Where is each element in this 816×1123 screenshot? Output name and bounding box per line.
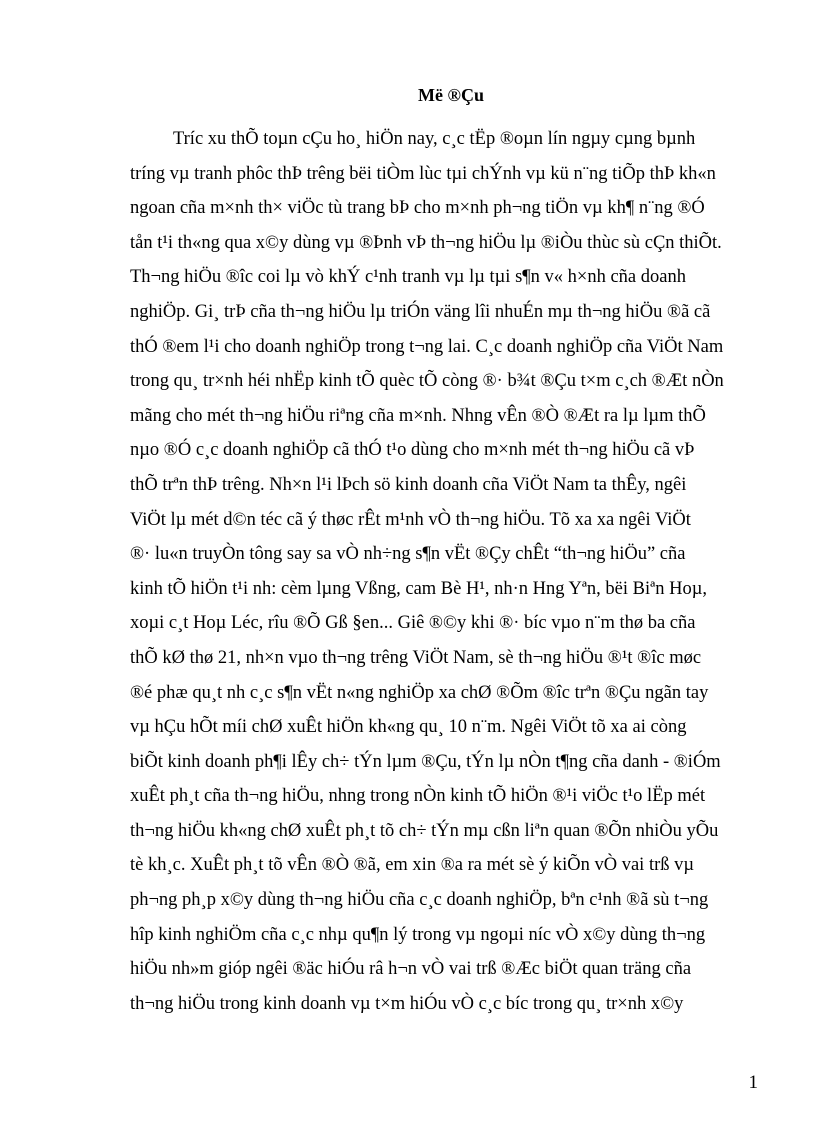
text-line: trong qu¸ tr×nh héi nhËp kinh tÕ quèc tÕ còng ®· b¾t ®Çu t×m c¸ch ®Æt nÒn xyxy=(130,371,724,392)
page-number: 1 xyxy=(748,1072,758,1093)
text-line: thÕ kØ thø 21, nh×n vµo th¬ng trêng ViÖt Nam, sè th¬ng hiÖu ®¹t ®îc møc xyxy=(130,647,702,668)
text-line: ViÖt lµ mét d©n téc cã ý thøc rÊt m¹nh vÒ th¬ng hiÖu. Tõ xa xa ngêi ViÖt xyxy=(130,509,691,530)
text-line: Th¬ng hiÖu ®îc coi lµ vò khÝ c¹nh tranh vµ lµ tµi s¶n v« h×nh cña doanh xyxy=(130,267,686,288)
text-line: kinh tÕ hiÖn t¹i nh: cèm lµng Vßng, cam Bè H¹, nh·n Hng Yªn, bëi Biªn Hoµ, xyxy=(130,578,708,599)
text-line: vµ hÇu hÕt míi chØ xuÊt hiÖn kh«ng qu¸ 10 n¨m. Ngêi ViÖt tõ xa ai còng xyxy=(130,717,687,738)
text-line: xuÊt ph¸t cña th¬ng hiÖu, nhng trong nÒn kinh tÕ hiÖn ®¹i viÖc t¹o lËp mét xyxy=(130,786,706,807)
text-line: ph¬ng ph¸p x©y dùng th¬ng hiÖu cña c¸c doanh nghiÖp, bªn c¹nh ®ã sù t¬ng xyxy=(130,890,709,911)
text-line: thÓ ®em l¹i cho doanh nghiÖp trong t¬ng lai. C¸c doanh nghiÖp cña ViÖt Nam xyxy=(130,336,724,357)
text-line: mãng cho mét th¬ng hiÖu riªng cña m×nh. Nhng vÊn ®Ò ®Æt ra lµ lµm thÕ xyxy=(130,405,706,426)
text-line: ®· lu«n truyÒn tông say sa vÒ nh÷ng s¶n vËt ®Çy chÊt “th¬ng hiÖu” cña xyxy=(130,544,686,565)
text-line: thÕ trªn thÞ trêng. Nh×n l¹i lÞch sö kinh doanh cña ViÖt Nam ta thÊy, ngêi xyxy=(130,474,687,495)
text-line: ®é phæ qu¸t nh c¸c s¶n vËt n«ng nghiÖp xa chØ ®Õm ®îc trªn ®Çu ngãn tay xyxy=(130,682,709,703)
text-line: Tríc xu thÕ toµn cÇu ho¸ hiÖn nay, c¸c tËp ®oµn lín ngµy cµng bµnh xyxy=(173,129,696,149)
text-line: biÕt kinh doanh ph¶i lÊy ch÷ tÝn lµm ®Çu, tÝn lµ nÒn t¶ng cña danh - ®iÓm xyxy=(130,751,721,772)
text-line: ngoan cña m×nh th× viÖc tù trang bÞ cho m×nh ph¬ng tiÖn vµ kh¶ n¨ng ®Ó xyxy=(130,198,705,219)
text-line: th¬ng hiÖu trong kinh doanh vµ t×m hiÓu vÒ c¸c bíc trong qu¸ tr×nh x©y xyxy=(130,993,684,1014)
text-line: tè kh¸c. XuÊt ph¸t tõ vÊn ®Ò ®ã, em xin ®a ra mét sè ý kiÕn vÒ vai trß vµ xyxy=(130,855,695,876)
text-line: nµo ®Ó c¸c doanh nghiÖp cã thÓ t¹o dùng cho m×nh mét th¬ng hiÖu cã vÞ xyxy=(130,440,695,461)
text-line: hîp kinh nghiÖm cña c¸c nhµ qu¶n lý trong vµ ngoµi níc vÒ x©y dùng th¬ng xyxy=(130,924,706,945)
text-line: hiÖu nh»m gióp ngêi ®äc hiÓu râ h¬n vÒ vai trß ®Æc biÖt quan träng cña xyxy=(130,959,692,980)
page-title: Më ®Çu xyxy=(418,85,484,105)
text-line: tríng vµ tranh phôc thÞ trêng bëi tiÒm lùc tµi chÝnh vµ kü n¨ng tiÕp thÞ kh«n xyxy=(130,163,716,184)
text-line: tån t¹i th«ng qua x©y dùng vµ ®Þnh vÞ th¬ng hiÖu lµ ®iÒu thùc sù cÇn thiÕt. xyxy=(130,232,722,253)
text-line: xoµi c¸t Hoµ Léc, rîu ®Õ Gß §en... Giê ®©y khi ®· bíc vµo n¨m thø ba cña xyxy=(130,613,696,634)
text-line: nghiÖp. Gi¸ trÞ cña th¬ng hiÖu lµ triÓn väng lîi nhuÉn mµ th¬ng hiÖu ®ã cã xyxy=(130,301,711,322)
text-line: th¬ng hiÖu kh«ng chØ xuÊt ph¸t tõ ch÷ tÝn mµ cßn liªn quan ®Õn nhiÒu yÕu xyxy=(130,820,719,841)
body-paragraph xyxy=(130,122,770,1021)
